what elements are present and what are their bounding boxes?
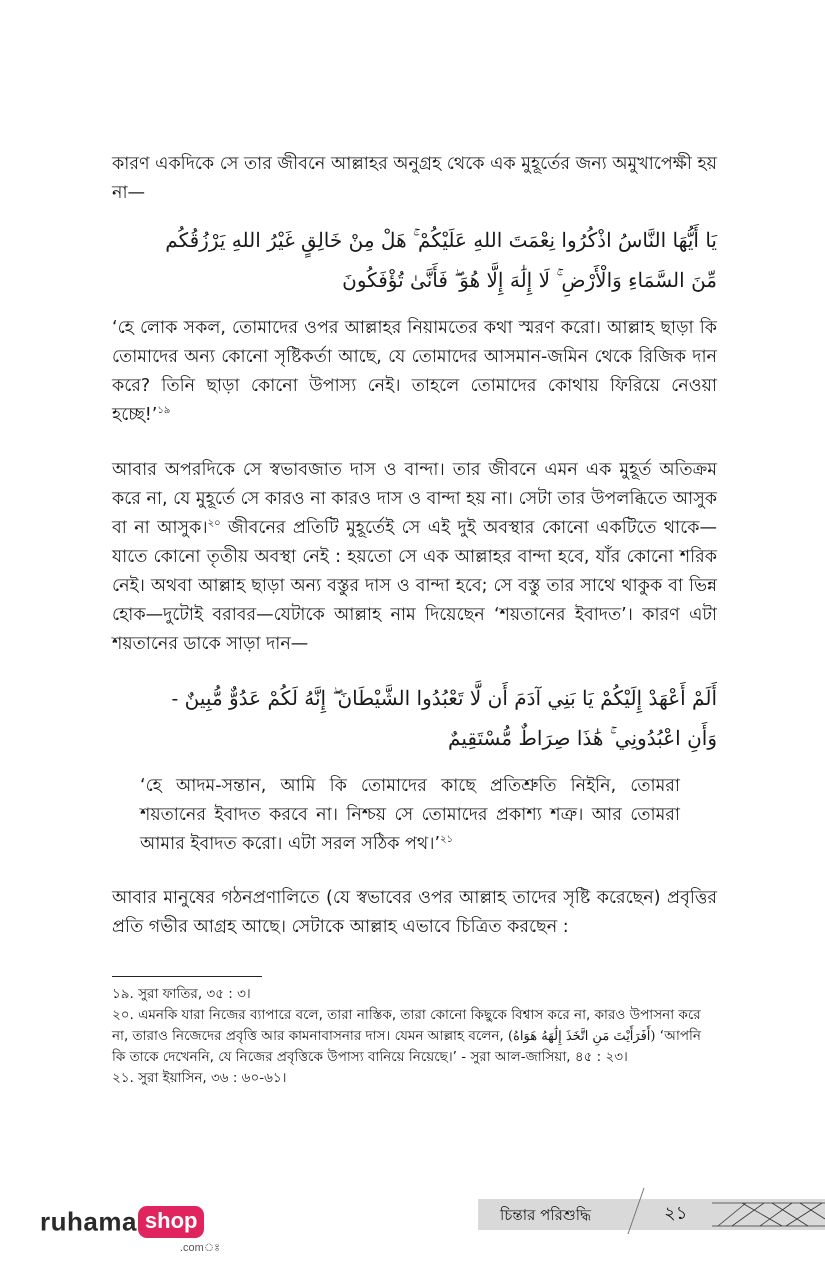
logo-wordmark: ruhama [40, 1206, 137, 1237]
arabic-verse-2-line-2: وَأَنِ اعْبُدُونِي ۚ هَٰذَا صِرَاطٌ مُّسْتَقِيمٌ [448, 726, 717, 750]
paragraph-2-text-a: আবার অপরদিকে সে স্বভাবজাত দাস ও বান্দা। তার জীবনে এমন এক মুহূর্ত অতিক্রম করে না, যে মুহূর্তে সে কারও না কারও দাস ও বান্দা হয় না। সেটা তার উপলব্ধিতে আসুক বা না আসুক। [112, 460, 717, 538]
footnote-20 [112, 1005, 717, 1068]
translation-1 [112, 314, 717, 430]
footnote-ref-20[interactable]: ২০ [207, 518, 221, 530]
footnote-19: ১৯. সুরা ফাতির, ৩৫ : ৩। [112, 986, 251, 1002]
ruhamashop-logo[interactable] [40, 1206, 221, 1254]
footnotes [112, 984, 717, 1089]
footer-book-title: চিন্তার পরিশুদ্ধি [500, 1206, 592, 1224]
footnote-ref-19[interactable]: ১৯ [157, 405, 171, 417]
arabic-verse-2-line-1: أَلَمْ أَعْهَدْ إِلَيْكُمْ يَا بَنِي آدَمَ أَن لَّا تَعْبُدُوا الشَّيْطَانَ ۖ إِنَّهُ لَكُمْ عَدُوٌّ مُّبِينٌ - [171, 686, 717, 710]
translation-2-text: ‘হে আদম-সন্তান, আমি কি তোমাদের কাছে প্রতিশ্রুতি নিইনি, তোমরা শয়তানের ইবাদত করবে না। নিশ্চয় সে তোমাদের প্রকাশ্য শত্রু। আর তোমরা আমার ইবাদত করো। এটা সরল সঠিক পথ।’ [140, 776, 680, 854]
footnote-20-text-b: ‘আপনি কি তাকে দেখেননি, যে নিজের প্রবৃত্তিকে উপাস্য বানিয়ে নিয়েছে।’ - সুরা আল-জাসিয়া, ৪৫ : ২৩। [112, 1028, 701, 1065]
intro-text: কারণ একদিকে সে তার জীবনে আল্লাহর অনুগ্রহ থেকে এক মুহূর্তের জন্য অমুখাপেক্ষী হয় না— [112, 154, 717, 203]
footnote-21: ২১. সুরা ইয়াসিন, ৩৬ : ৬০-৬১। [112, 1070, 287, 1086]
paragraph-2 [112, 456, 717, 659]
intro-paragraph [112, 150, 717, 208]
footer-divider-slash [624, 1186, 648, 1236]
arabic-verse-1-line-2: مِّنَ السَّمَاءِ وَالْأَرْضِ ۚ لَا إِلَٰهَ إِلَّا هُوَ ۖ فَأَنَّىٰ تُؤْفَكُونَ [342, 268, 717, 292]
logo-domain: .comঃ [180, 1242, 221, 1254]
footnote-20-text-a: ২০. এমনকি যারা নিজের ব্যাপারে বলে, তারা নাস্তিক, তারা কোনো কিছুকে বিশ্বাস করে না, কারও উপাসনা করে না, তারাও নিজেদের প্রবৃত্তি আর কামনাবাসনার দাস। যেমন আল্লাহ বলেন, [112, 1007, 701, 1044]
footnote-divider [112, 976, 262, 977]
footnote-20-arabic: (أَفَرَأَيْتَ مَنِ اتَّخَذَ إِلَٰهَهُ هَوَاهُ) [507, 1029, 656, 1044]
paragraph-3-text: আবার মানুষের গঠনপ্রণালিতে (যে স্বভাবের ওপর আল্লাহ তাদের সৃষ্টি করেছেন) প্রবৃত্তির প্রতি গভীর আগ্রহ আছে। সেটাকে আল্লাহ এভাবে চিত্রিত করছেন : [112, 888, 717, 937]
translation-1-text: ‘হে লোক সকল, তোমাদের ওপর আল্লাহর নিয়ামতের কথা স্মরণ করো। আল্লাহ ছাড়া কি তোমাদের অন্য কোনো সৃষ্টিকর্তা আছে, যে তোমাদের আসমান-জমিন থেকে রিজিক দান করে? তিনি ছাড়া কোনো উপাস্য নেই। তাহলে তোমাদের কোথায় ফিরিয়ে নেওয়া হচ্ছে!’ [112, 318, 717, 425]
paragraph-2-text-b: জীবনের প্রতিটি মুহূর্তেই সে এই দুই অবস্থার কোনো একটিতে থাকে—যাতে কোনো তৃতীয় অবস্থা নেই : হয়তো সে এক আল্লাহর বান্দা হবে, যাঁর কোনো শরিক নেই। অথবা আল্লাহ ছাড়া অন্য বস্তুর দাস ও বান্দা হবে; সে বস্তু তার সাথে থাকুক বা ভিন্ন হোক—দুটোই বরাবর—যেটাকে আল্লাহ নাম দিয়েছেন ‘শয়তানের ইবাদত’। কারণ এটা শয়তানের ডাকে সাড়া দান— [112, 518, 717, 654]
arabic-verse-1-line-1: يَا أَيُّهَا النَّاسُ اذْكُرُوا نِعْمَتَ اللهِ عَلَيْكُمْ ۚ هَلْ مِنْ خَالِقٍ غَيْرُ اللهِ يَرْزُقُكُم [165, 228, 717, 252]
page-number: ২১ [664, 1203, 688, 1224]
translation-2 [140, 772, 680, 859]
footer-line-pattern [712, 1199, 825, 1230]
logo-shop-badge: shop [138, 1206, 205, 1238]
footnote-ref-21[interactable]: ২১ [440, 834, 454, 846]
paragraph-3 [112, 884, 717, 942]
arabic-verse-2 [112, 678, 717, 758]
arabic-verse-1 [112, 220, 717, 300]
